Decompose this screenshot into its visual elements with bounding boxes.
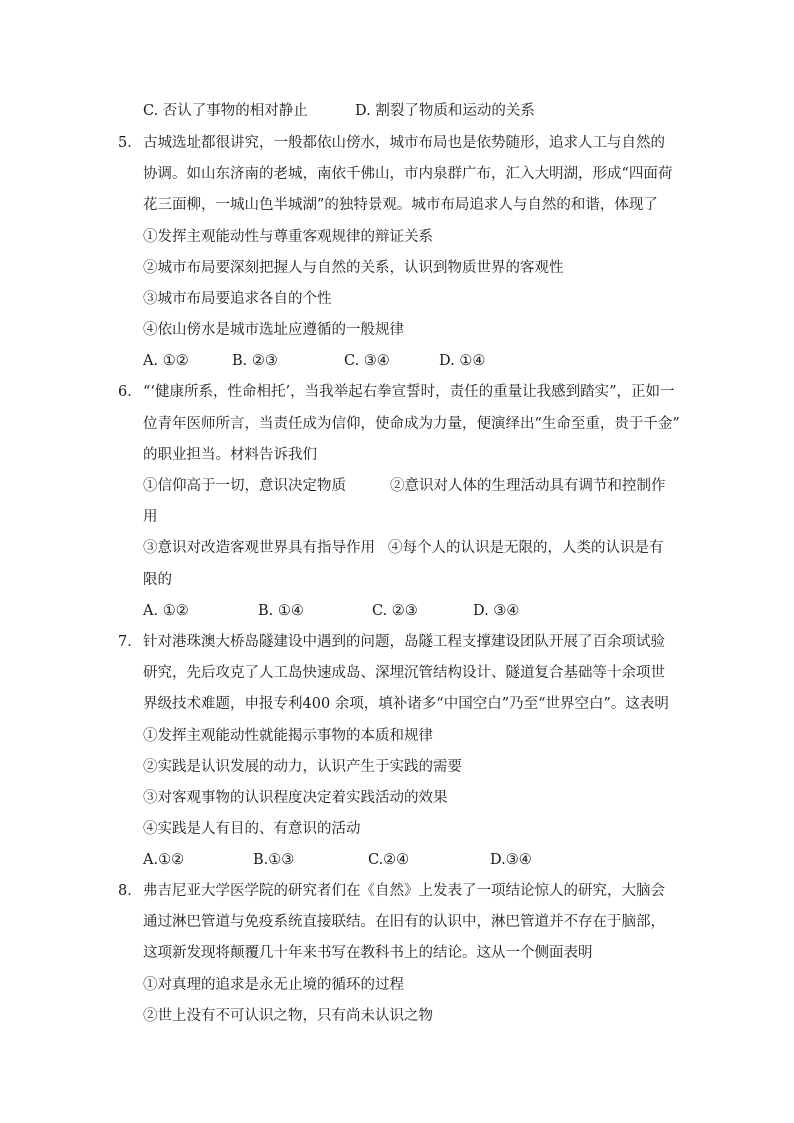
prev-option-c: C. 否认了事物的相对静止	[143, 103, 308, 119]
question-stem-line: “‘健康所系，性命相托’，当我举起右拳宣誓时，责任的重量让我感到踏实”，正如一	[143, 384, 675, 400]
question-stem-line: 位青年医师所言，当责任成为信仰，使命成为力量，便演绎出“生命至重，贵于千金”	[143, 416, 680, 432]
question-stem-line: 这项新发现将颠覆几十年来书写在教科书上的结论。这从一个侧面表明	[143, 945, 593, 961]
question-stem-line: 的职业担当。材料告诉我们	[143, 447, 317, 463]
option-d: D. ①④	[439, 353, 486, 369]
question-stem-line: 协调。如山东济南的老城，南依千佛山，市内泉群广布，汇入大明湖，形成“四面荷	[143, 166, 673, 182]
option-b: B. ②③	[232, 353, 278, 369]
option-d: D. ③④	[473, 603, 520, 619]
question-stem-line: 花三面柳，一城山色半城湖”的独特景观。城市布局追求人与自然的和谐，体现了	[143, 197, 658, 213]
option-a: A.①②	[143, 852, 185, 868]
statement-2-wrap: 用	[143, 509, 158, 525]
statement-2: ②城市布局要深刻把握人与自然的关系，认识到物质世界的客观性	[143, 260, 564, 276]
option-c: C.②④	[368, 852, 410, 868]
statement-1: ①发挥主观能动性与尊重客观规律的辩证关系	[143, 229, 433, 245]
statement-2: ②世上没有不可认识之物，只有尚未认识之物	[143, 1008, 433, 1024]
question-stem-line: 通过淋巴管道与免疫系统直接联结。在旧有的认识中，淋巴管道并不存在于脑部，	[143, 914, 665, 930]
question-stem-line: 针对港珠澳大桥岛隧建设中遇到的问题，岛隧工程支撑建设团队开展了百余项试验	[143, 634, 665, 650]
statement-2: ②意识对人体的生理活动具有调节和控制作	[390, 478, 666, 494]
statement-4-wrap: 限的	[143, 572, 172, 588]
statement-1: ①信仰高于一切，意识决定物质	[143, 478, 346, 494]
statement-4: ④依山傍水是城市选址应遵循的一般规律	[143, 322, 404, 338]
option-a: A. ①②	[143, 603, 189, 619]
question-number: 6．	[118, 384, 142, 400]
statement-1: ①对真理的追求是永无止境的循环的过程	[143, 977, 404, 993]
option-a: A. ①②	[143, 353, 189, 369]
question-stem-line: 界级技术难题，申报专利400 余项，填补诸多“中国空白”乃至“世界空白”。这表明	[143, 696, 669, 712]
question-stem-line: 弗吉尼亚大学医学院的研究者们在《自然》上发表了一项结论惊人的研究，大脑会	[143, 883, 665, 899]
question-number: 8．	[118, 883, 142, 899]
statement-1: ①发挥主观能动性就能揭示事物的本质和规律	[143, 728, 433, 744]
question-number: 5．	[118, 135, 142, 151]
option-b: B. ①④	[258, 603, 304, 619]
option-c: C. ②③	[372, 603, 418, 619]
option-d: D.③④	[490, 852, 532, 868]
prev-option-d: D. 割裂了物质和运动的关系	[355, 103, 535, 119]
option-b: B.①③	[253, 852, 295, 868]
statement-3: ③对客观事物的认识程度决定着实践活动的效果	[143, 790, 448, 806]
question-number: 7．	[118, 634, 142, 650]
option-c: C. ③④	[344, 353, 390, 369]
statement-3: ③城市布局要追求各自的个性	[143, 291, 332, 307]
statement-4: ④每个人的认识是无限的，人类的认识是有	[388, 540, 664, 556]
question-stem-line: 古城选址都很讲究，一般都依山傍水，城市布局也是依势随形，追求人工与自然的	[143, 135, 665, 151]
question-stem-line: 研究，先后攻克了人工岛快速成岛、深埋沉管结构设计、隧道复合基础等十余项世	[143, 665, 665, 681]
statement-4: ④实践是人有目的、有意识的活动	[143, 821, 361, 837]
statement-3: ③意识对改造客观世界具有指导作用	[143, 540, 375, 556]
statement-2: ②实践是认识发展的动力，认识产生于实践的需要	[143, 759, 462, 775]
